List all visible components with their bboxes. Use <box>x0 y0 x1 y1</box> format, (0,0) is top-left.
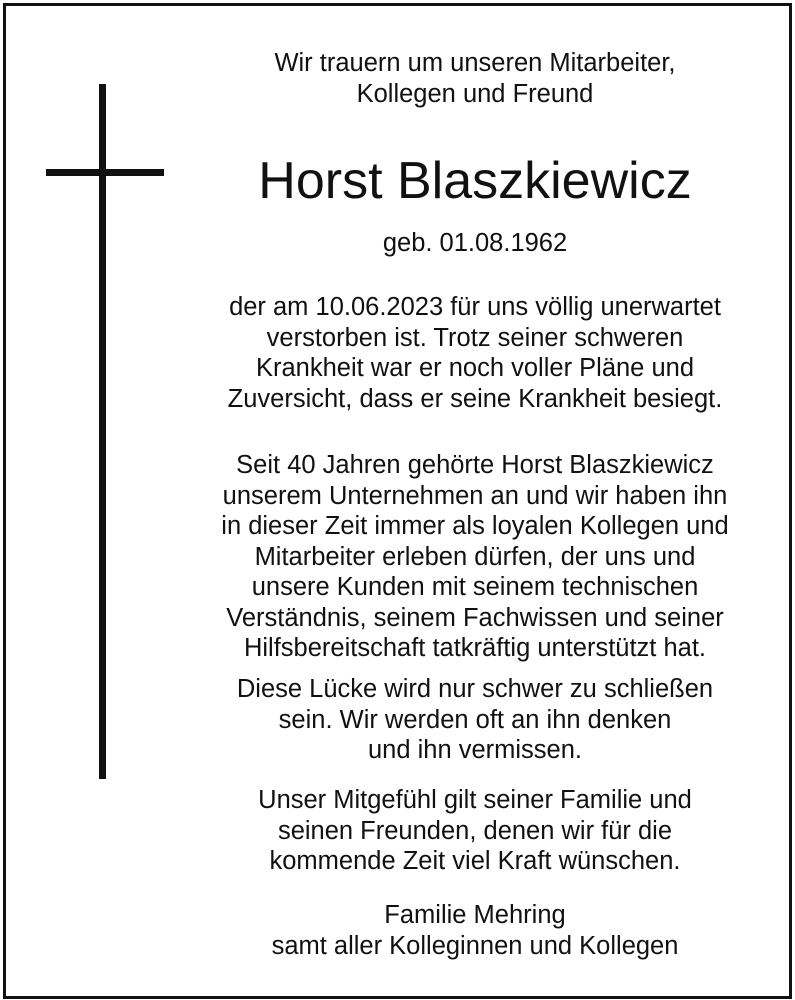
paragraph-line: seinen Freunden, denen wir für die <box>277 816 673 845</box>
condolence-paragraph <box>180 785 770 877</box>
intro-line: Kollegen und Freund <box>356 79 594 108</box>
birth-line: geb. 01.08.1962 <box>382 229 568 257</box>
signature <box>180 900 770 961</box>
paragraph-line: unserem Unternehmen an und wir haben ihn <box>222 481 728 510</box>
birth-date <box>180 228 770 259</box>
paragraph-line: sein. Wir werden oft an ihn denken <box>278 705 672 734</box>
paragraph-line: Verständnis, seinem Fachwissen und seiner <box>226 603 724 632</box>
signature-line: Familie Mehring <box>384 901 566 929</box>
intro-text <box>180 48 770 109</box>
paragraph-line: der am 10.06.2023 für uns völlig unerwartet <box>229 293 721 321</box>
paragraph-line: Zuversicht, dass er seine Krankheit besiegt. <box>227 384 723 413</box>
deceased-name: Horst Blaszkiewicz <box>258 152 692 210</box>
cross-vertical-bar <box>99 84 106 779</box>
paragraph-line: in dieser Zeit immer als loyalen Kollegen und <box>221 512 729 540</box>
paragraph-line: Diese Lücke wird nur schwer zu schließen <box>236 675 714 703</box>
paragraph-line: verstorben ist. Trotz seiner schweren <box>266 323 684 352</box>
paragraph-line: und ihn vermissen. <box>367 736 583 764</box>
cross-horizontal-bar <box>46 169 164 176</box>
paragraph-line: kommende Zeit viel Kraft wünschen. <box>269 847 681 875</box>
paragraph-line: Unser Mitgefühl gilt seiner Familie und <box>258 786 692 814</box>
loss-paragraph <box>180 674 770 766</box>
paragraph-line: Mitarbeiter erleben dürfen, der uns und <box>254 542 696 571</box>
paragraph-line: Krankheit war er noch voller Pläne und <box>256 354 694 382</box>
intro-line: Wir trauern um unseren Mitarbeiter, <box>274 49 676 77</box>
tribute-paragraph <box>180 450 770 664</box>
paragraph-line: Hilfsbereitschaft tatkräftig unterstützt hat. <box>243 634 707 662</box>
paragraph-line: Seit 40 Jahren gehörte Horst Blaszkiewicz <box>236 451 714 479</box>
paragraph-line: unsere Kunden mit seinem technischen <box>251 573 699 601</box>
signature-line: samt aller Kolleginnen und Kollegen <box>271 931 679 960</box>
death-paragraph <box>180 292 770 414</box>
